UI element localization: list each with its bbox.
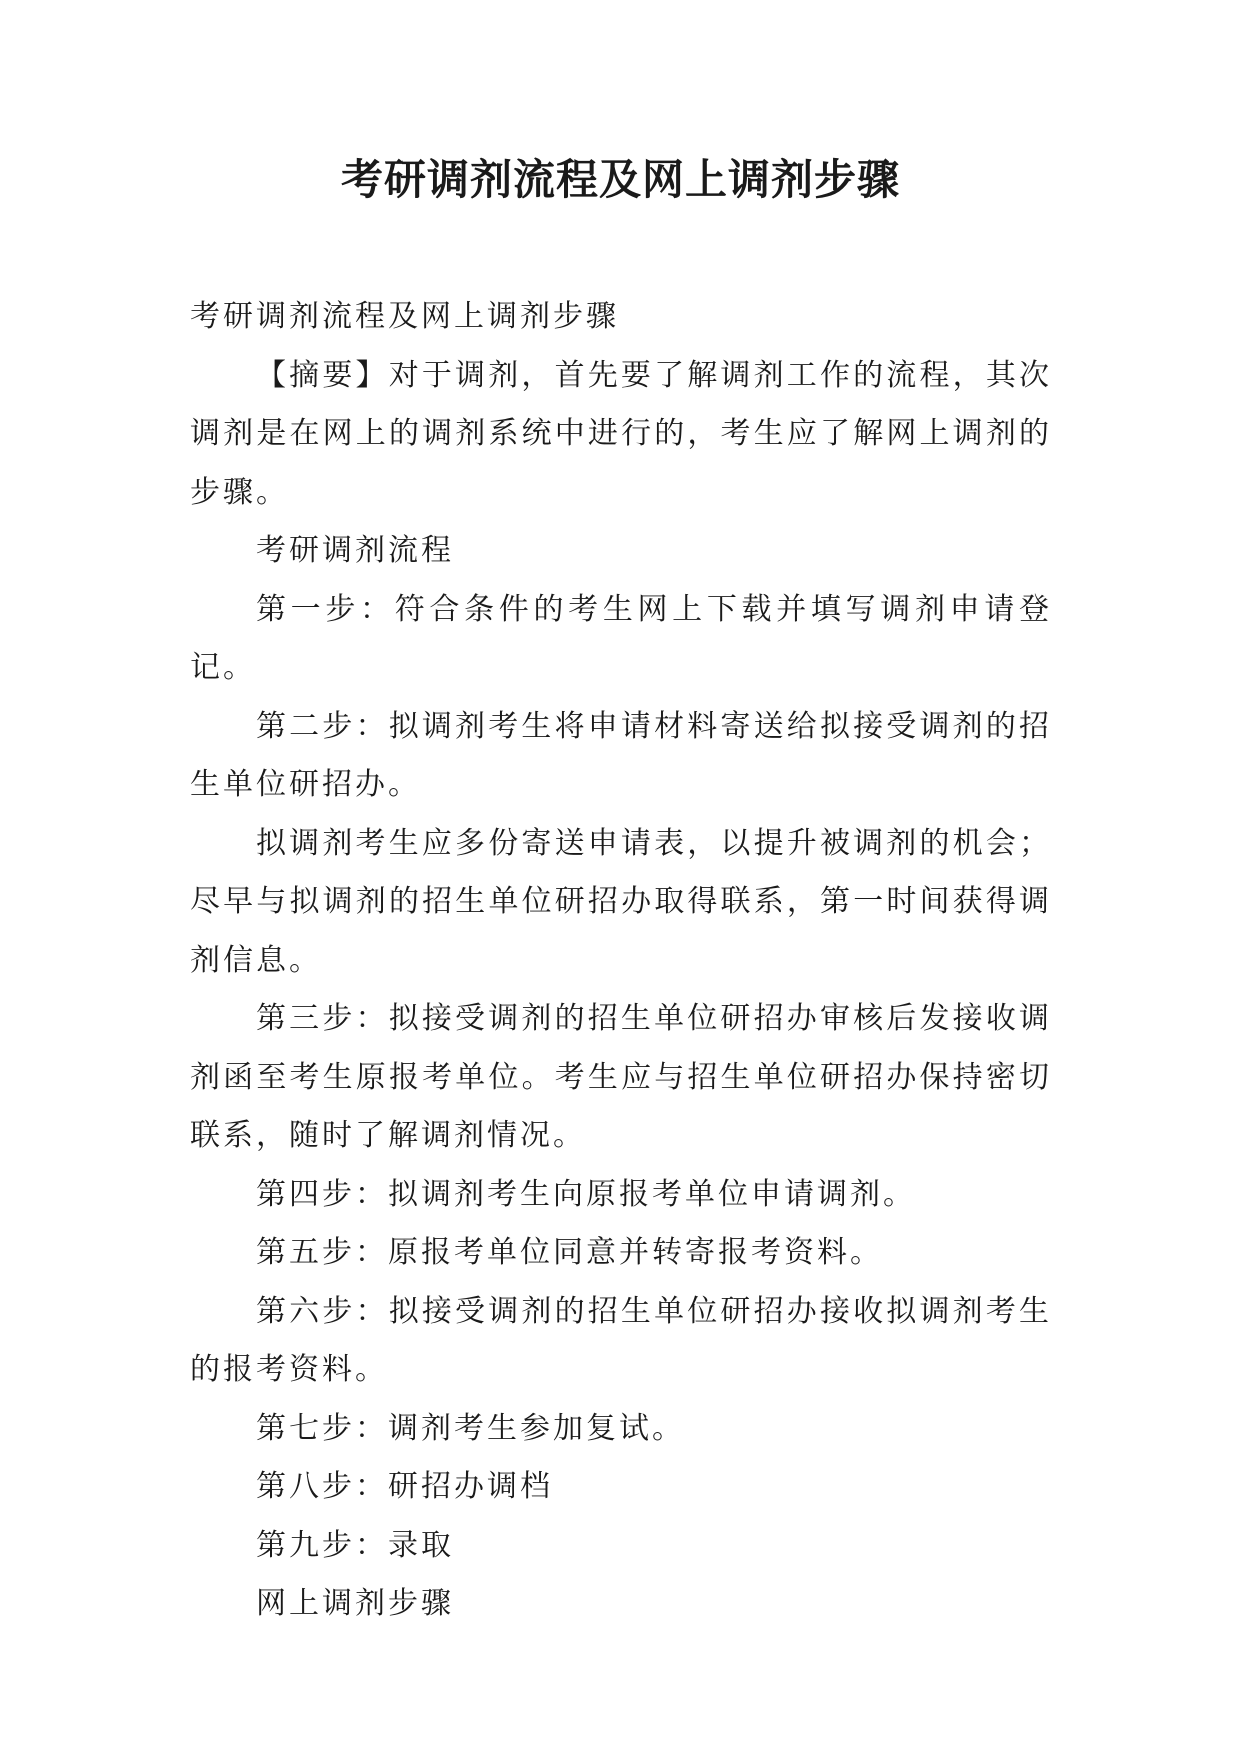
paragraph-step-8: 第八步：研招办调档	[256, 1469, 553, 1504]
paragraph-step-4: 第四步：拟调剂考生向原报考单位申请调剂。	[256, 1176, 916, 1212]
paragraph-step-2: 第二步：拟调剂考生将申请材料寄送给拟接受调剂的招生单位研招办。	[190, 708, 1052, 802]
section-heading-process: 考研调剂流程	[256, 533, 454, 568]
paragraph-step-2-note: 拟调剂考生应多份寄送申请表，以提升被调剂的机会；尽早与拟调剂的招生单位研招办取得联系，第一时间获得调剂信息。	[190, 825, 1052, 978]
document-body	[190, 288, 1052, 1634]
paragraph-abstract: 【摘要】对于调剂，首先要了解调剂工作的流程，其次调剂是在网上的调剂系统中进行的，考生应了解网上调剂的步骤。	[190, 357, 1052, 510]
paragraph-step-7: 第七步：调剂考生参加复试。	[256, 1410, 685, 1446]
paragraph-step-1: 第一步：符合条件的考生网上下载并填写调剂申请登记。	[190, 591, 1052, 685]
section-heading-online-steps: 网上调剂步骤	[256, 1586, 454, 1621]
document-title: 考研调剂流程及网上调剂步骤	[340, 155, 900, 204]
paragraph-subtitle: 考研调剂流程及网上调剂步骤	[190, 299, 619, 334]
paragraph-step-3: 第三步：拟接受调剂的招生单位研招办审核后发接收调剂函至考生原报考单位。考生应与招生单位研招办保持密切联系，随时了解调剂情况。	[190, 1001, 1052, 1153]
paragraph-step-6: 第六步：拟接受调剂的招生单位研招办接收拟调剂考生的报考资料。	[190, 1293, 1052, 1387]
paragraph-step-5: 第五步：原报考单位同意并转寄报考资料。	[256, 1235, 883, 1270]
paragraph-step-9: 第九步：录取	[256, 1527, 454, 1563]
